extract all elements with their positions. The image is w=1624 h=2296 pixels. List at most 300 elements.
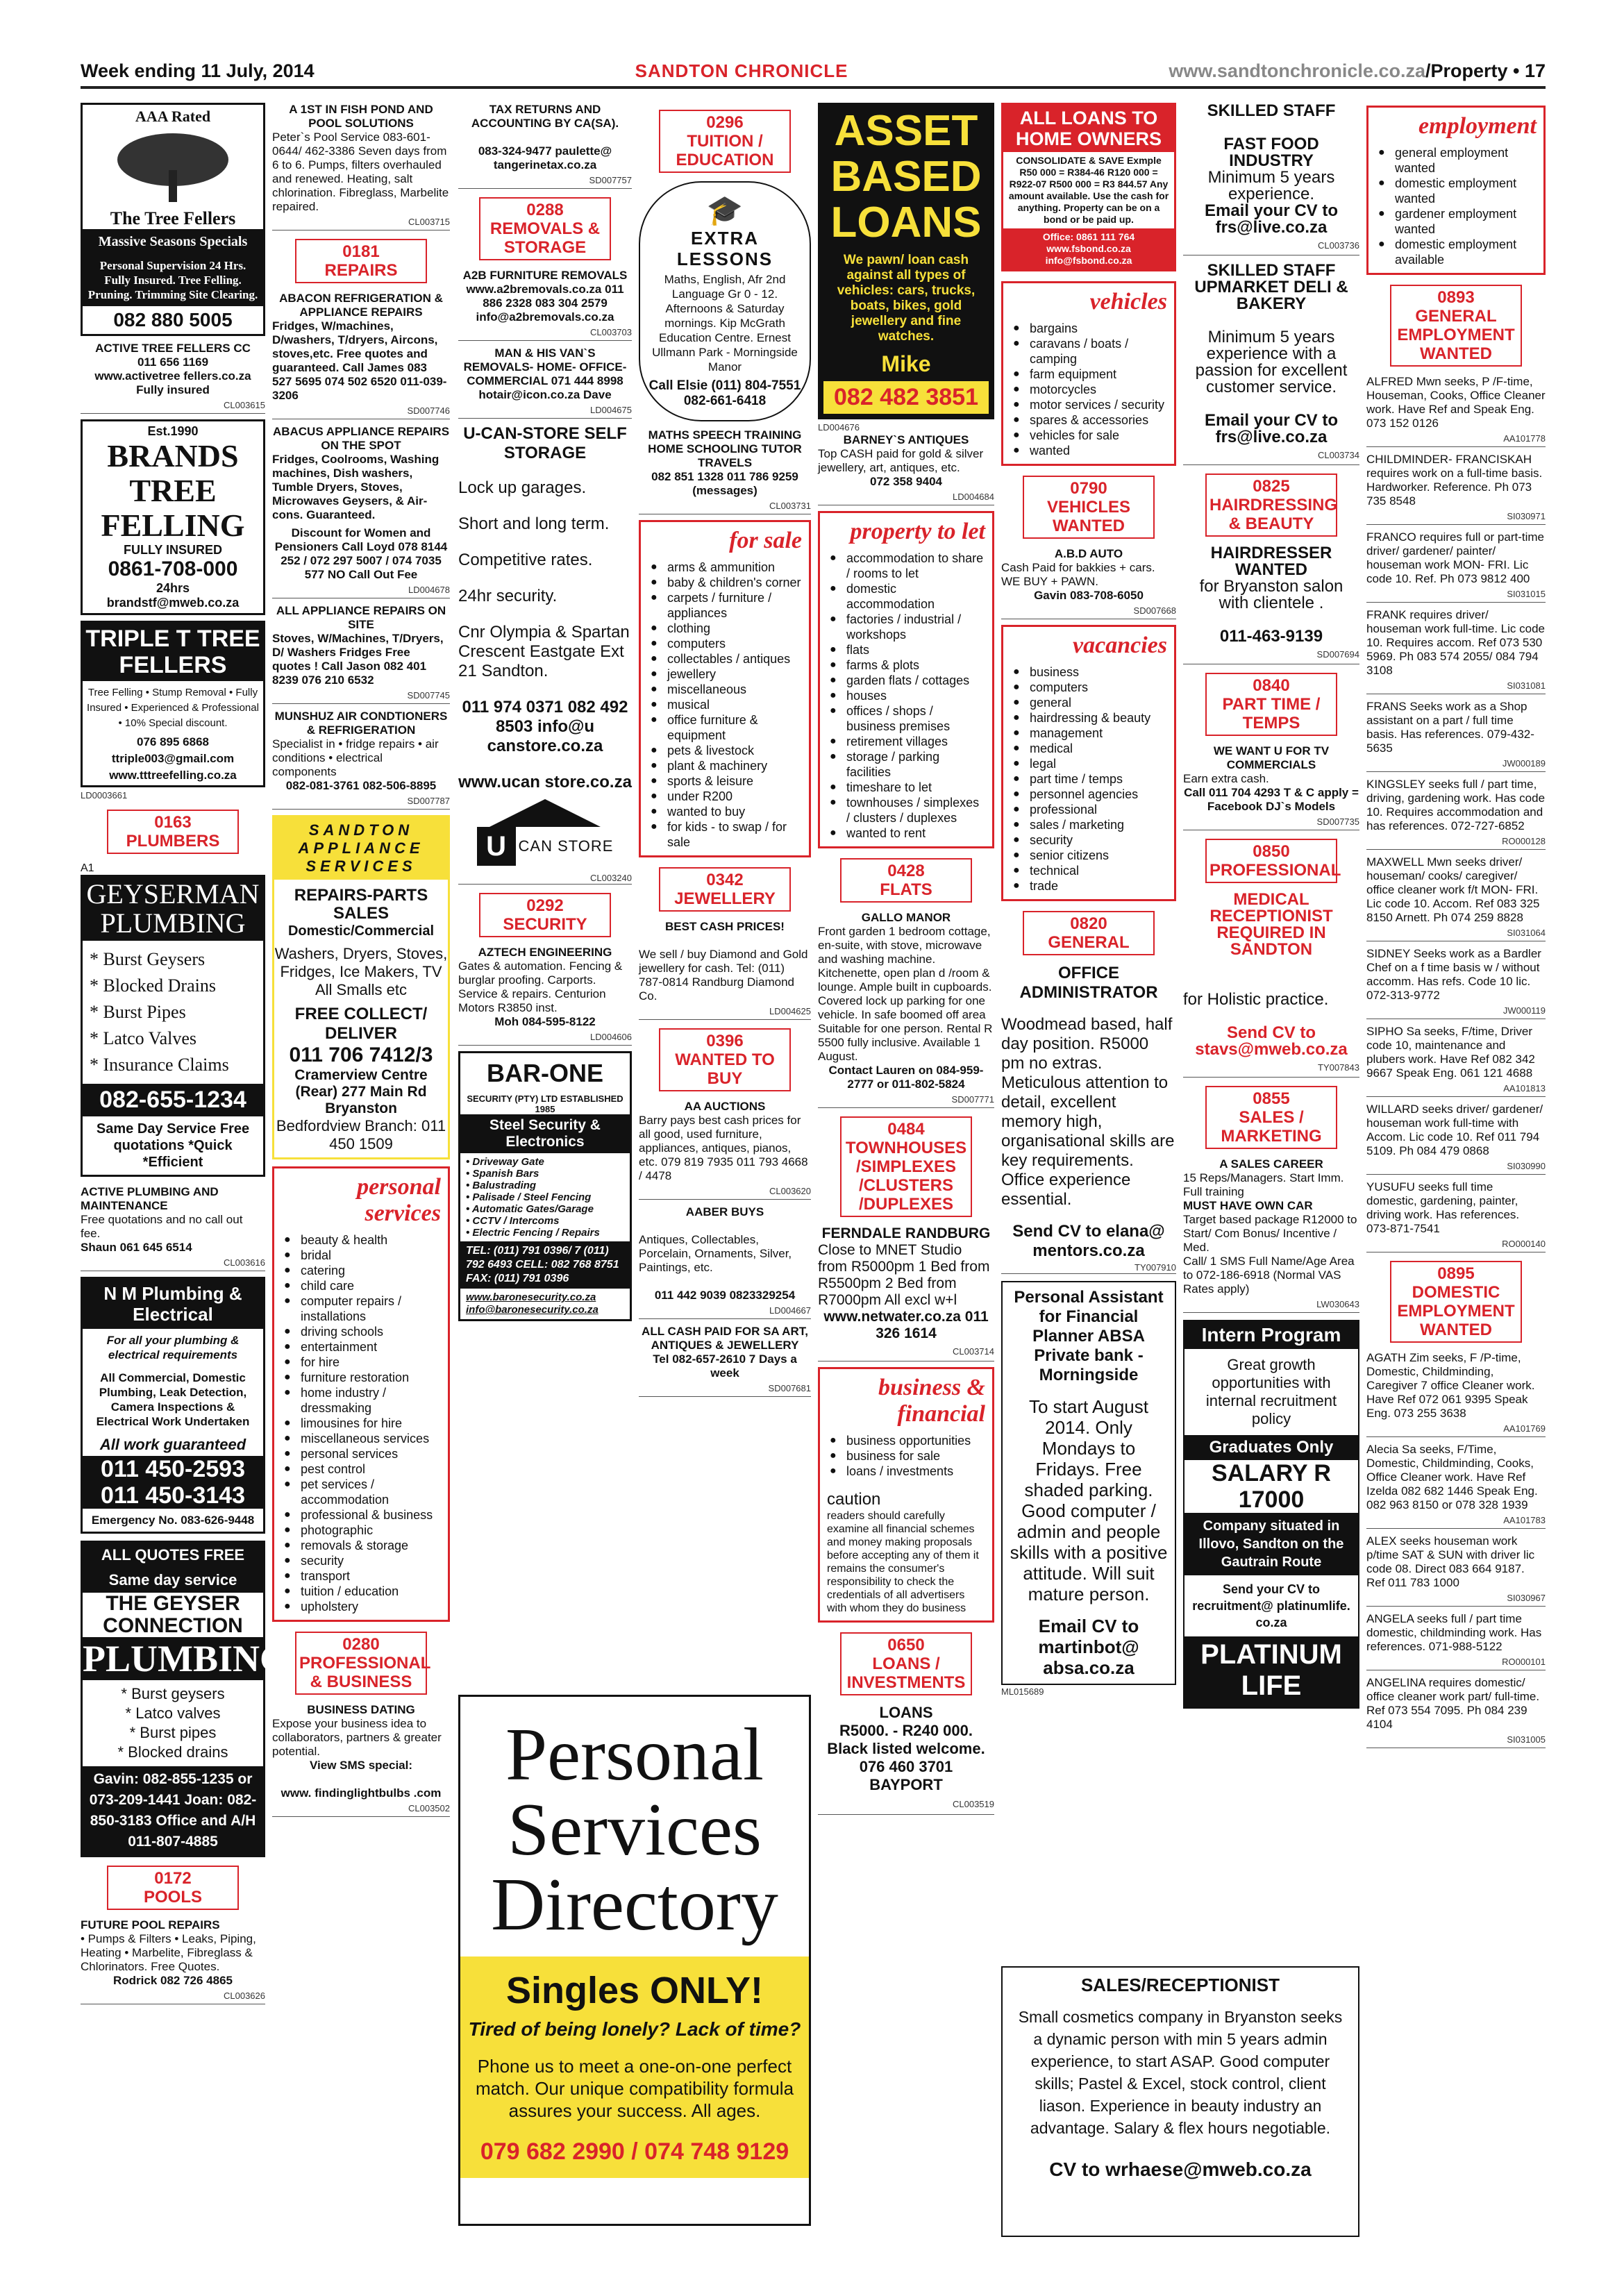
ad-ref: LD004684 — [818, 490, 994, 505]
extra-lessons-ad — [639, 181, 811, 421]
list-item: ● under R200 — [648, 789, 802, 804]
medical-receptionist-ad — [1183, 891, 1359, 1078]
category-general-employment — [1390, 285, 1522, 367]
ad-contact[interactable]: Contact Lauren on 084-959-2777 or 011-802-5824 — [828, 1064, 984, 1091]
category-flats — [840, 858, 972, 903]
ad-cv[interactable]: Email your CV to frs@live.co.za — [1204, 201, 1339, 237]
classified-ad — [1366, 1612, 1546, 1670]
category-number: 0342 — [706, 871, 744, 889]
category-number: 0850 — [1253, 842, 1290, 861]
extra-contact[interactable]: Call Elsie (011) 804-7551 082-661-6418 — [648, 378, 801, 408]
ad-ref: CL003519 — [818, 1795, 994, 1815]
list-item: ● carpets / furniture / appliances — [648, 590, 802, 621]
ad-body: KINGSLEY seeks full / part time, driving, gardening work. Has code 10. Requires accommodation and has references. 072-727-6852 — [1366, 778, 1546, 832]
ad-ref: AA101783 — [1366, 1514, 1546, 1529]
ad-title: GALLO MANOR — [861, 911, 951, 924]
ad-ref: TY007843 — [1183, 1059, 1359, 1078]
category-repairs — [295, 239, 427, 283]
list-item: ● for hire — [281, 1355, 441, 1370]
index-title: property to let — [850, 519, 985, 544]
ad-body: Cash Paid for bakkies + cars. WE BUY + PAWN. — [1001, 561, 1155, 588]
index-title: employment — [1418, 113, 1537, 139]
business-financial-index — [818, 1367, 994, 1623]
ad-title: AZTECH ENGINEERING — [478, 946, 612, 959]
list-item: ● storage / parking facilities — [827, 749, 985, 780]
ad-body: CHILDMINDER- FRANCISKAH requires work on a full-time basis. Hardworker. Reference. Ph 073 735 8548 — [1366, 453, 1543, 508]
geyserman-name: GEYSERMAN PLUMBING — [83, 877, 263, 941]
abacon-ad — [272, 292, 450, 419]
ad-body: FRANK requires driver/ houseman work full-time. Lic code 10. Requires accom. Ref 073 530 5969. Ph 083 574 2055/ 084 794 3108 — [1366, 608, 1546, 677]
triple-web[interactable]: www.tttreefelling.co.za — [109, 769, 237, 782]
for-sale-index — [639, 520, 811, 857]
ad-body: ALEX seeks houseman work p/time SAT & SUN with driver lic code 08. Direct 083 664 9187. Ref 011 783 1000 — [1366, 1534, 1535, 1589]
ad-sms: View SMS special: — [309, 1759, 413, 1772]
ad-body: Alecia Sa seeks, F/Time, Domestic, Childminding, Cooks, Office Cleaner work. Have Ref Izelda 082 682 1446 Speak Eng. 082 963 8150 or 078 328 1939 — [1366, 1443, 1538, 1511]
bar-one-web[interactable]: www.baronesecurity.co.za info@baronesecurity.co.za — [466, 1291, 598, 1316]
aa-auctions-ad — [639, 1100, 811, 1200]
ad-ref: SI030990 — [1366, 1159, 1546, 1175]
ad-phone[interactable]: 072 358 9404 — [870, 475, 942, 488]
bar-one-logo: BAR-ONE — [487, 1059, 603, 1087]
list-item: ● security — [281, 1553, 441, 1568]
ad-cv[interactable]: Send CV to elana@ mentors.co.za — [1012, 1222, 1165, 1260]
geyserman-list — [83, 941, 263, 1084]
singles-panel — [460, 1956, 809, 2178]
list-item: ● pet services / accommodation — [281, 1477, 441, 1507]
ad-ref: TY007910 — [1001, 1262, 1176, 1274]
category-number: 0396 — [706, 1032, 744, 1050]
ucan-web[interactable]: www.ucan store.co.za — [458, 773, 632, 791]
barney-ad — [818, 433, 994, 505]
bar-one-ad — [458, 1051, 632, 1321]
munshuz-ad — [272, 710, 450, 810]
ad-phone[interactable]: 076 460 3701 — [859, 1758, 953, 1775]
ad-body: Fridges, Coolrooms, Washing machines, Dish washers, Tumble Dryers, Stoves, Microwaves Geysers, & Air-cons. Guaranteed. — [272, 453, 440, 521]
ad-title: A.B.D AUTO — [1054, 547, 1123, 560]
index-list — [1010, 321, 1167, 458]
gc-quotes: ALL QUOTES FREE — [83, 1543, 263, 1568]
list-item: ● pets & livestock — [648, 743, 802, 758]
list-item: ● furniture restoration — [281, 1370, 441, 1385]
ucan-store-ad — [458, 424, 632, 885]
ad-ref: LD004667 — [639, 1304, 811, 1319]
skilled-staff-ad — [1183, 103, 1359, 255]
all-cash-ad — [639, 1325, 811, 1397]
geyserman-phone[interactable]: 082-655-1234 — [83, 1084, 263, 1116]
brands-phone[interactable]: 0861-708-000 — [108, 558, 238, 580]
personal-assistant-ad — [1001, 1281, 1176, 1685]
ad-body[interactable]: REMOVALS- HOME- OFFICE- COMMERCIAL 071 444 8998 hotair@icon.co.za Dave — [463, 360, 627, 401]
ad-body: Woodmead based, half day position. R5000 pm no extras. Meticulous attention to detail, excellent memory high, organisational skills are key requirements. Office experience essential. — [1001, 1015, 1175, 1209]
sales-career-ad — [1183, 1157, 1359, 1313]
ad-body: Top CASH paid for gold & silver jewellery, art, antiques, etc. — [818, 447, 984, 474]
category-label: SALES / MARKETING — [1221, 1108, 1322, 1146]
list-item: ● gardener employment wanted — [1375, 206, 1537, 237]
ad-title: BARNEY`S ANTIQUES — [843, 433, 969, 446]
appliance-address: Cramerview Centre (Rear) 277 Main Rd Bryanston — [294, 1067, 428, 1116]
asset-name: Mike — [881, 351, 931, 376]
category-label: JEWELLERY — [674, 889, 776, 908]
ad-body[interactable]: www.a2bremovals.co.za 011 886 2328 083 304 2579 info@a2bremovals.co.za — [466, 283, 624, 324]
gc-sameday: Same day service — [83, 1568, 263, 1593]
active-tree-ad — [81, 342, 265, 414]
category-number: 0181 — [342, 242, 380, 261]
triple-email[interactable]: ttriple003@gmail.com — [111, 752, 235, 765]
list-item: ● collectables / antiques — [648, 651, 802, 667]
issue-date: Week ending 11 July, 2014 — [81, 60, 315, 81]
list-item: ● plant & machinery — [648, 758, 802, 773]
category-loans — [840, 1632, 972, 1695]
appliance-title: REPAIRS-PARTS SALES — [294, 886, 428, 923]
ad-package: Target based package R12000 to Start/ Com Bonus/ Incentive / Med. — [1183, 1213, 1357, 1254]
list-item: ● computers — [1010, 680, 1167, 695]
tax-ad — [458, 103, 632, 189]
ad-ref: AA101813 — [1366, 1082, 1546, 1097]
ad-title: SKILLED STAFF — [1207, 101, 1336, 120]
ad-contact[interactable]: Gavin 083-708-6050 — [1034, 589, 1144, 602]
singles-heading: Singles ONLY! — [505, 1970, 764, 2011]
ad-title: ABACUS APPLIANCE REPAIRS ON THE SPOT — [272, 425, 450, 452]
list-item: • Automatic Gates/Garage — [466, 1203, 594, 1215]
nm-phone-2[interactable]: 011 450-3143 — [83, 1482, 263, 1509]
index-title: vehicles — [1089, 289, 1167, 315]
nm-emergency[interactable]: Emergency No. 083-626-9448 — [91, 1514, 255, 1527]
category-label: REPAIRS — [324, 261, 398, 280]
list-item: ● baby & children's corner — [648, 575, 802, 590]
ad-title: BEST CASH PRICES! — [665, 920, 785, 933]
classified-ad — [1366, 700, 1546, 772]
ad-ref: CL003715 — [272, 215, 450, 231]
index-list — [1375, 145, 1537, 267]
ad-body[interactable]: Tel 082-657-2610 7 Days a week — [653, 1352, 797, 1380]
appliance-logo: SANDTON APPLIANCE SERVICES — [274, 817, 448, 880]
ad-cv[interactable]: Send CV to stavs@mweb.co.za — [1195, 1023, 1348, 1059]
column-8 — [1366, 103, 1546, 1754]
active-plumbing-ad — [81, 1185, 265, 1271]
extra-body: Maths, English, Afr 2nd Language Gr 0 - 12. Afternoons & Saturday mornings. Kip McGrath Education Centre. Ernest Ullmann Park - Morningside Manor — [652, 273, 798, 374]
classified-ad — [1366, 1351, 1546, 1437]
index-list — [827, 551, 985, 841]
list-item: ● garden flats / cottages — [827, 673, 985, 688]
list-item: ● domestic employment wanted — [1375, 176, 1537, 206]
category-tuition — [659, 110, 791, 173]
list-item: ● office furniture & equipment — [648, 712, 802, 743]
list-item: ● home industry / dressmaking — [281, 1385, 441, 1416]
ad-ref: LD004606 — [458, 1030, 632, 1046]
personal-services-index — [272, 1166, 450, 1622]
loans-body: CONSOLIDATE & SAVE Exmple R50 000 = R384-46 R120 000 = R922-07 R500 000 = R3 844.57 Any amount available. Use the cash for anything. Property can be on a bond or be paid up. — [1008, 155, 1169, 225]
abd-auto-ad — [1001, 547, 1176, 619]
ad-title: FAST FOOD INDUSTRY — [1223, 135, 1319, 170]
category-label: POOLS — [143, 1888, 202, 1907]
list-item: ● loans / investments — [827, 1464, 985, 1479]
appliance-phone[interactable]: 011 706 7412/3 — [289, 1044, 433, 1066]
list-item: ● tuition / education — [281, 1584, 441, 1599]
ad-body[interactable]: 082 851 1328 011 786 9259 (messages) — [651, 470, 798, 497]
list-item: ● wanted to rent — [827, 826, 985, 841]
list-item: ● vehicles for sale — [1010, 428, 1167, 443]
ad-ref: CL003736 — [1183, 237, 1359, 255]
ad-title: SALES/RECEPTIONIST — [1080, 1975, 1280, 1995]
ad-web[interactable]: www.netwater.co.za 011 326 1614 — [823, 1309, 989, 1341]
active-phone[interactable]: 011 656 1169 — [137, 355, 209, 369]
ad-ref: LD004678 — [272, 583, 450, 598]
ad-body: Close to MNET Studio from R5000pm 1 Bed from R5500pm 2 Bed from R7000pm All excl w+l — [818, 1242, 990, 1308]
category-removals — [479, 197, 611, 260]
ad-body: Peter`s Pool Service 083-601-0644/ 462-3386 Seven days from 6 to 6. Pumps, filters overhauled and renewed. Heating, salt chlorination. Fibreglass, Marbelite repaired. — [272, 131, 449, 213]
nm-name: N M Plumbing & Electrical — [83, 1279, 263, 1329]
list-item: ● caravans / boats / camping — [1010, 336, 1167, 367]
list-item: ● arms & ammunition — [648, 560, 802, 575]
column-7 — [1183, 103, 1359, 1709]
tree-icon — [103, 128, 242, 205]
category-label: TOWNHOUSES /SIMPLEXES /CLUSTERS /DUPLEXES — [845, 1139, 967, 1214]
ad-title: FERNDALE RANDBURG — [821, 1225, 991, 1241]
sandton-appliance-ad — [272, 815, 450, 1159]
list-item: ● farm equipment — [1010, 367, 1167, 382]
ucan-logo-text: CAN STORE — [518, 837, 614, 855]
ad-web[interactable]: www. findinglightbulbs .com — [281, 1786, 442, 1800]
ad-body: Stoves, W/Machines, T/Dryers, D/ Washers Fridges Free quotes ! Call Jason 082 401 8239 076 210 6532 — [272, 632, 444, 687]
category-label: PROFESSIONAL — [1209, 861, 1341, 880]
ad-body: 15 Reps/Managers. Start Imm. Full training — [1183, 1171, 1344, 1198]
ad-ref: RO000128 — [1366, 835, 1546, 850]
intern-location: Company situated in Illovo, Sandton on the Gautrain Route — [1184, 1513, 1358, 1575]
list-item: * Burst Geysers — [90, 949, 206, 969]
list-item: • CCTV / Intercoms — [466, 1215, 560, 1227]
ad-body: SIDNEY Seeks work as a Bardler Chef on a f time basis w / without accomm. Has refs. Code 10 lic. 072-313-9772 — [1366, 947, 1541, 1002]
ad-ref: RO000101 — [1366, 1655, 1546, 1670]
classified-ad — [1366, 947, 1546, 1019]
list-item: ● wanted to buy — [648, 804, 802, 819]
ad-ref: CL003616 — [81, 1256, 265, 1271]
ad-ref: SD007787 — [272, 794, 450, 810]
ucan-line: Short and long term. — [458, 514, 610, 533]
intern-cv[interactable]: Send your CV to recruitment@ platinumlife. co.za — [1192, 1582, 1350, 1629]
singles-body: Phone us to meet a one-on-one perfect match. Our unique compatibility formula assures your success. All ages. — [475, 2056, 794, 2121]
category-wanted-to-buy — [659, 1028, 791, 1091]
category-number: 0820 — [1070, 914, 1107, 933]
category-number: 0840 — [1253, 676, 1290, 695]
category-number: 0428 — [887, 862, 925, 880]
ad-cv[interactable]: Email your CV to frs@live.co.za — [1204, 411, 1339, 446]
bar-one-title: Steel Security & Electronics — [460, 1114, 630, 1153]
list-item: ● offices / shops / business premises — [827, 703, 985, 734]
classified-ad — [1366, 1180, 1546, 1252]
sales-receptionist-ad — [1001, 1966, 1359, 2237]
deli-ad — [1183, 262, 1359, 465]
home-loans-ad — [1001, 103, 1176, 271]
brands-est: Est.1990 — [147, 424, 199, 438]
ad-body: Earn extra cash. — [1183, 772, 1269, 785]
nm-body: All Commercial, Domestic Plumbing, Leak Detection, Camera Inspections & Electrical Work Undertaken — [96, 1371, 250, 1428]
ad-contact[interactable]: Moh 084-595-8122 — [494, 1015, 596, 1028]
list-item: ● sales / marketing — [1010, 817, 1167, 832]
ad-body[interactable]: 083-324-9477 paulette@ tangerinetax.co.za — [478, 144, 612, 171]
loans-office[interactable]: Office: 0861 111 764 www.fsbond.co.za info@fsbond.co.za — [1003, 228, 1174, 269]
page-header — [81, 61, 1546, 89]
ad-contact[interactable]: Shaun 061 645 6514 — [81, 1241, 192, 1254]
list-item: ● legal — [1010, 756, 1167, 771]
list-item: ● flats — [827, 642, 985, 657]
nm-phone-1[interactable]: 011 450-2593 — [83, 1456, 263, 1482]
brands-tree-ad — [81, 419, 265, 615]
ad-call[interactable]: Call 011 704 4293 T & C apply = Facebook DJ`s Models — [1184, 786, 1359, 813]
intern-growth: Great growth opportunities with internal recruitment policy — [1205, 1356, 1337, 1427]
ad-ref: LW030643 — [1183, 1298, 1359, 1313]
list-item: ● domestic employment available — [1375, 237, 1537, 267]
employment-index — [1366, 106, 1546, 275]
tree-rated: AAA Rated — [135, 108, 211, 125]
classified-ad — [1366, 1103, 1546, 1175]
singles-phone[interactable]: 079 682 2990 / 074 748 9129 — [480, 2138, 789, 2165]
ad-title: MEDICAL RECEPTIONIST REQUIRED IN SANDTON — [1209, 890, 1333, 959]
index-list — [281, 1232, 441, 1614]
list-item: ● accommodation to share / rooms to let — [827, 551, 985, 581]
list-item: • Spanish Bars — [466, 1168, 539, 1180]
ad-body: for Holistic practice. — [1183, 990, 1329, 1009]
gc-contact[interactable]: Gavin: 082-855-1235 or 073-209-1441 Joan: 082-850-3183 Office and A/H 011-807-4885 — [83, 1766, 263, 1855]
list-item: • Palisade / Steel Fencing — [466, 1191, 592, 1203]
ad-discount: Discount for Women and Pensioners Call Loyd 078 8144 252 / 072 297 5007 / 074 7035 577 NO Call Out Fee — [274, 526, 448, 581]
category-sales-marketing — [1205, 1086, 1337, 1149]
classified-ad — [1366, 608, 1546, 694]
ad-ref: AA101769 — [1366, 1422, 1546, 1437]
list-item: ● professional — [1010, 802, 1167, 817]
index-title: for sale — [729, 528, 802, 553]
ad-phone[interactable]: 011-463-9139 — [1219, 627, 1323, 646]
extra-title: EXTRA LESSONS — [676, 228, 773, 269]
list-item: ● trade — [1010, 878, 1167, 894]
ad-ref: RO000140 — [1366, 1237, 1546, 1252]
list-item: ● management — [1010, 726, 1167, 741]
ad-ref: JW000189 — [1366, 757, 1546, 772]
ad-ref: SD007746 — [272, 404, 450, 419]
active-web[interactable]: www.activetree fellers.co.za — [94, 369, 251, 383]
list-item: ● domestic accommodation — [827, 581, 985, 612]
ad-body: • Pumps & Filters • Leaks, Piping, Heating • Marbelite, Fibreglass & Chlorinators. Free Quotes. — [81, 1932, 256, 1973]
classified-ad — [1366, 375, 1546, 447]
category-number: 0172 — [154, 1869, 192, 1888]
index-title: vacancies — [1073, 632, 1167, 658]
category-number: 0650 — [887, 1636, 925, 1654]
category-label: TUITION / EDUCATION — [676, 132, 774, 169]
tree-phone[interactable]: 082 880 5005 — [113, 309, 233, 330]
appliance-collect: FREE COLLECT/ DELIVER — [294, 1005, 428, 1043]
ad-cv[interactable]: CV to wrhaese@mweb.co.za — [1049, 2159, 1312, 2180]
list-item: ● transport — [281, 1568, 441, 1584]
list-item: ● business for sale — [827, 1448, 985, 1464]
triple-t-ad — [81, 621, 265, 787]
category-label: GENERAL EMPLOYMENT WANTED — [1397, 307, 1515, 363]
ad-body: AGATH Zim seeks, F /P-time, Domestic, Childminding, Caregiver 7 office Cleaner work. Have Ref 072 061 9395 Speak Eng. 073 255 3638 — [1366, 1351, 1535, 1420]
category-number: 0484 — [887, 1120, 925, 1139]
intern-title: Intern Program — [1184, 1321, 1358, 1349]
ad-phone[interactable]: 011 442 9039 0823329254 — [654, 1289, 796, 1302]
ad-ref: SD007735 — [1183, 815, 1359, 830]
ad-ref: LD004625 — [639, 1005, 811, 1020]
ad-title: A2B FURNITURE REMOVALS — [462, 269, 628, 282]
category-part-time — [1205, 673, 1337, 736]
gc-list — [83, 1680, 263, 1766]
category-number: 0288 — [526, 201, 564, 219]
list-item: ● retirement villages — [827, 734, 985, 749]
ucan-line: 24hr security. — [458, 587, 558, 605]
ad-title: ABACON REFRIGERATION & APPLIANCE REPAIRS — [279, 292, 443, 319]
bar-one-tel[interactable]: TEL: (011) 791 0396/ 7 (011) 792 6493 CELL: 082 768 8751 FAX: (011) 791 0396 — [460, 1241, 630, 1289]
ad-cv[interactable]: Email CV to martinbot@ absa.co.za — [1038, 1616, 1139, 1678]
index-title: business & financial — [878, 1375, 985, 1427]
ad-call[interactable]: Call/ 1 SMS Full Name/Age Area to 072-186-6918 (Normal VAS Rates apply) — [1183, 1255, 1355, 1296]
ad-contact[interactable]: Rodrick 082 726 4865 — [112, 1974, 233, 1987]
ad-title: LOANS — [879, 1704, 933, 1721]
aaber-ad — [639, 1205, 811, 1319]
ad-ref: LD0003661 — [81, 790, 128, 801]
ad-body: WILLARD seeks driver/ gardener/ houseman work full-time with Accom. Lic code 10. Ref 011 794 5109. Ph 084 479 0868 — [1366, 1103, 1543, 1157]
tree-name: The Tree Fellers — [110, 208, 236, 228]
site-link[interactable]: www.sandtonchronicle.co.za — [1169, 60, 1425, 81]
column-1 — [81, 103, 289, 2010]
ad-ref: CL003502 — [272, 1802, 450, 1817]
ad-body: ANGELA seeks full / part time domestic, childminding work. Has references. 071-988-5122 — [1366, 1612, 1542, 1653]
asset-title: ASSET BASED LOANS — [830, 107, 982, 246]
ad-ref: SI030967 — [1366, 1591, 1546, 1607]
list-item: ● catering — [281, 1263, 441, 1278]
ad-ref: SD007771 — [818, 1093, 994, 1108]
brands-email[interactable]: brandstf@mweb.co.za — [106, 596, 240, 610]
ad-title: TAX RETURNS AND ACCOUNTING BY CA(SA). — [471, 103, 619, 130]
ad-title: OFFICE ADMINISTRATOR — [1019, 964, 1158, 1002]
ucan-logo — [458, 799, 632, 866]
list-item: * Burst Pipes — [90, 1002, 186, 1022]
ad-phone[interactable]: 082-081-3761 082-506-8895 — [285, 779, 437, 792]
classified-ad — [1366, 1534, 1546, 1607]
category-number: 0163 — [154, 813, 192, 832]
list-item: ● pest control — [281, 1461, 441, 1477]
singles-question: Tired of being lonely? Lack of time? — [468, 2018, 801, 2040]
ucan-address: Cnr Olympia & Spartan Crescent Eastgate Ext 21 Sandton. — [458, 623, 630, 680]
man-van-ad — [458, 346, 632, 419]
ad-title: A 1ST IN FISH POND AND POOL SOLUTIONS — [289, 103, 433, 130]
ad-ref: SD007694 — [1183, 646, 1359, 664]
ad-ref: CL003731 — [639, 499, 811, 514]
ucan-phone[interactable]: 011 974 0371 082 492 8503 info@u canstore.co.za — [462, 698, 628, 755]
triple-phone[interactable]: 076 895 6868 — [137, 735, 209, 748]
list-item: ● bargains — [1010, 321, 1167, 336]
category-label: GENERAL — [1048, 933, 1130, 952]
ad-ref: SI030971 — [1366, 510, 1546, 525]
appliance-branch[interactable]: Bedfordview Branch: 011 450 1509 — [276, 1117, 446, 1153]
personal-services-directory — [458, 1695, 811, 2226]
brands-name: BRANDS TREE FELLING — [101, 438, 245, 543]
ad-ref: CL003626 — [81, 1989, 265, 2004]
ad-body: Gates & automation. Fencing & burglar proofing. Carports. Service & repairs. Centurion Motors R3850 inst. — [458, 960, 623, 1014]
list-item: • Balustrading — [466, 1180, 537, 1191]
list-item: ● driving schools — [281, 1324, 441, 1339]
list-item: ● child care — [281, 1278, 441, 1293]
list-item: • Driveway Gate — [466, 1156, 544, 1168]
category-professional — [1205, 839, 1341, 883]
column-2 — [272, 103, 450, 1822]
intern-platinum: PLATINUM LIFE — [1184, 1636, 1358, 1707]
list-item: * Latco valves — [125, 1704, 221, 1722]
category-jewellery — [659, 867, 791, 912]
asset-phone[interactable]: 082 482 3851 — [823, 381, 989, 414]
category-number: 0855 — [1253, 1089, 1290, 1108]
aztech-ad — [458, 946, 632, 1046]
ad-body: Antiques, Collectables, Porcelain, Ornaments, Silver, Paintings, etc. — [639, 1233, 792, 1274]
category-number: 0296 — [706, 113, 744, 132]
